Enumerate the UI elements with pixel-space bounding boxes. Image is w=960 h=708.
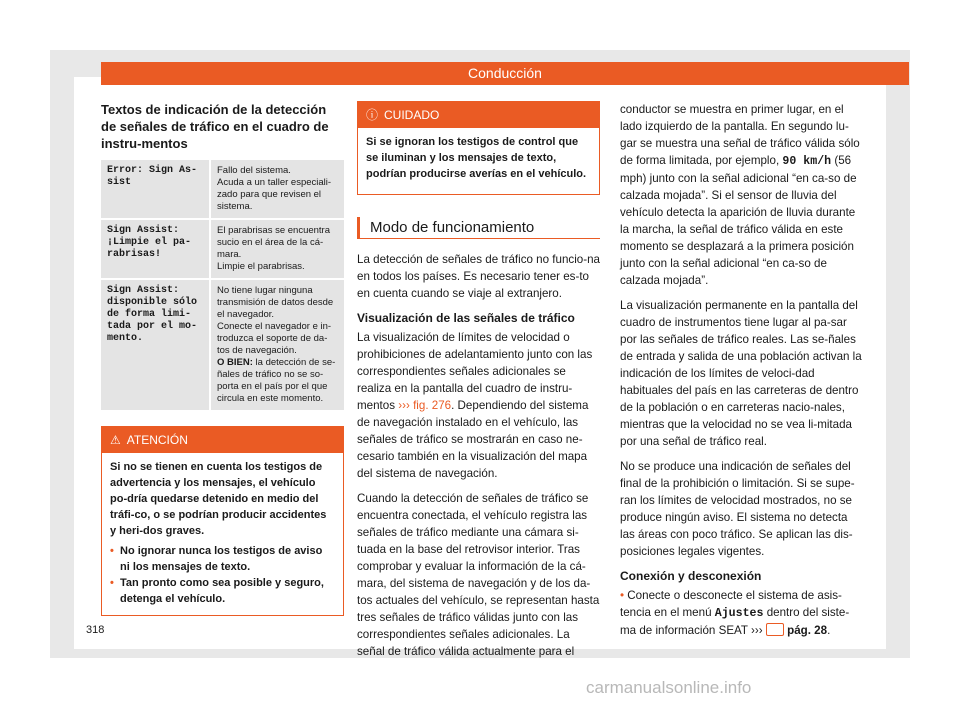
column-3 <box>620 101 864 647</box>
list-item <box>110 575 335 607</box>
column-2 <box>357 101 600 668</box>
speed-value: 90 km/h <box>782 155 832 168</box>
chapter-header: Conducción <box>101 62 909 85</box>
subheading: Visualización de las señales de tráfico <box>357 311 575 325</box>
caution-title: CUIDADO <box>384 108 440 122</box>
column-1 <box>101 101 344 616</box>
subheading: Conexión y desconexión <box>620 569 762 583</box>
caution-body <box>358 128 599 194</box>
list-item <box>110 543 335 575</box>
description-line <box>217 357 338 405</box>
warning-text: Si no se tienen en cuenta los testigos de advertencia y los mensajes, el vehículo po-dría quedarse detenido en medio del tráfi-co, o se podrían producir accidentes y heri-dos graves. <box>110 461 327 537</box>
list-item-text: No ignorar nunca los testigos de aviso ni los mensajes de texto. <box>120 545 323 573</box>
description-line: El parabrisas se encuentra sucio en el área de la cá-mara. <box>217 225 331 260</box>
paragraph-text: dentro del siste-ma de información SEAT <box>620 606 850 637</box>
ok-text: la detección de se-ñales de tráfico no se so-porta en el país por el que circula en este momento. <box>217 357 336 404</box>
message-key: Sign Assist: disponible sólo de forma limi-tada por el mo-mento. <box>101 279 210 411</box>
message-key: Sign Assist: ¡Limpie el pa-rabrisas! <box>101 219 210 279</box>
warning-list <box>110 543 335 607</box>
table-row <box>101 279 344 411</box>
menu-name: Ajustes <box>714 607 764 620</box>
paragraph-text: La visualización de límites de velocidad o prohibiciones de adelantamiento junto con las correspondientes señales adicionales se realiza en la pantalla del cuadro de instru-mentos <box>357 331 593 412</box>
section-title: Modo de funcionamiento <box>357 217 600 238</box>
description-line: Acuda a un taller especiali-zado para que revisen el sistema. <box>217 177 332 212</box>
paragraph: La visualización permanente en la pantalla del cuadro de instrumentos tiene lugar al pa-sar por las señales de tráfico reales. Las se-ñales de entrada y salida de una población activan la indicación de los límites de veloci-dad habituales del país en las carreteras de dentro de la población o en carreteras nacio-nales, mientras que la velocidad no se vea li-mitada por una señal de tráfico real. <box>620 299 862 448</box>
paragraph-text: . Dependiendo del sistema de navegación instalado en el vehículo, las señales de tráfico se mostrarán en caso ne-cesario también en la visualización del mapa del sistema de navegación. <box>357 399 589 480</box>
table-heading: Textos de indicación de la detección de señales de tráfico en el cuadro de instru-mentos <box>101 102 329 151</box>
table-row <box>101 160 344 219</box>
message-key: Error: Sign As-sist <box>101 160 210 219</box>
warning-header <box>102 427 343 453</box>
info-circle-icon: ⓘ <box>366 108 379 122</box>
page-reference-link[interactable]: pág. 28 <box>787 624 828 637</box>
paragraph <box>620 101 864 289</box>
paragraph <box>357 329 600 482</box>
bullet-paragraph <box>620 587 864 639</box>
paragraph: Cuando la detección de señales de tráfico se encuentra conectada, el vehículo registra las señales de tráfico mediante una cámara si-tuada en la base del retrovisor interior. Tras comprobar y evaluar la información de la cá-mara, del sistema de navegación y de los da-tos actuales del vehículo, se representan hasta tres señales de tráfico válidas junto con las correspondientes señales adicionales. La señal de tráfico válida actualmente para el <box>357 492 600 658</box>
caution-text: Si se ignoran los testigos de control que se iluminan y los mensajes de texto, podrían producirse averías en el vehículo. <box>366 136 587 180</box>
ok-label: O BIEN: <box>217 357 253 368</box>
paragraph-text: (56 mph) junto con la señal adicional “en ca-so de calzada mojada”. Si el sensor de lluvia del vehículo detecta la aparición de lluvia durante la marcha, la señal de tráfico válida en este momento se desplazará a la primera posición junto con la señal adicional “en ca-so de calzada mojada”. <box>620 154 857 287</box>
warning-box <box>101 426 344 616</box>
figure-reference-link[interactable]: ››› fig. 276 <box>398 399 452 412</box>
bullet-icon: • <box>110 577 114 589</box>
list-item-text: Tan pronto como sea posible y seguro, detenga el vehículo. <box>120 577 324 605</box>
paragraph: No se produce una indicación de señales del final de la prohibición o limitación. Si se supe-ran los límites de velocidad mostrados, no se produce ningún aviso. El sistema no detecta las áreas con poco tráfico. Se aplican las dis-posiciones legales vigentes. <box>620 460 855 558</box>
caution-header <box>358 102 599 128</box>
paragraph-text: Conecte o desconecte el sistema de asis-tencia en el menú <box>620 589 842 619</box>
description-line: No tiene lugar ninguna transmisión de datos desde el navegador. <box>217 285 334 320</box>
warning-title: ATENCIÓN <box>126 433 188 447</box>
warning-triangle-icon: ⚠ <box>110 433 121 447</box>
page-number: 318 <box>86 624 105 636</box>
table-row <box>101 219 344 279</box>
book-icon <box>766 623 784 636</box>
message-description <box>210 219 344 279</box>
description-line: Conecte el navegador e in-troduzca el soporte de da-tos de navegación. <box>217 321 332 356</box>
messages-table <box>101 160 344 412</box>
bullet-icon: • <box>620 589 625 602</box>
paragraph-text: conductor se muestra en primer lugar, en el lado izquierdo de la pantalla. En segundo lu-gar se muestra una señal de tráfico válida sólo de forma limitada, por ejemplo, <box>620 103 860 167</box>
watermark: carmanualsonline.info <box>586 678 752 697</box>
message-description <box>210 160 344 219</box>
description-line: Limpie el parabrisas. <box>217 261 305 272</box>
message-description <box>210 279 344 411</box>
section-heading-block <box>357 217 600 239</box>
bullet-icon: • <box>110 545 114 557</box>
paragraph: La detección de señales de tráfico no funcio-na en todos los países. Es necesario tener es-to en cuenta cuando se viaje al extranjero. <box>357 253 600 300</box>
reference-arrow: ››› <box>751 624 763 637</box>
description-line: Fallo del sistema. <box>217 165 291 176</box>
paragraph-text: . <box>827 624 831 637</box>
caution-box <box>357 101 600 195</box>
warning-body <box>102 453 343 615</box>
